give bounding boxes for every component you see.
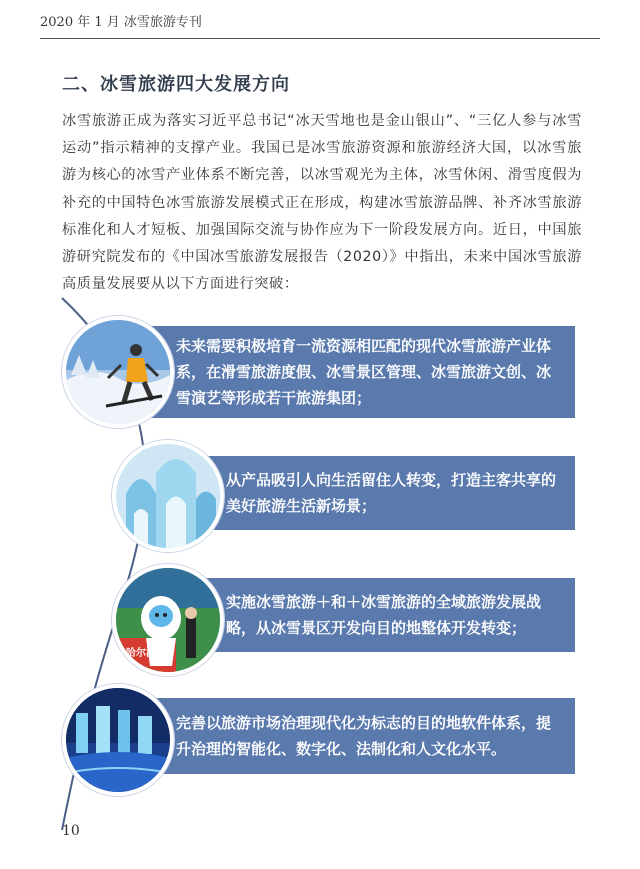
direction-banner-2: [190, 456, 575, 530]
ice-hall-image: [62, 684, 174, 796]
intro-paragraph: 冰雪旅游正成为落实习近平总书记“冰天雪地也是金山银山”、“三亿人参与冰雪运动”指示精神的支撑产业。我国已是冰雪旅游资源和旅游经济大国，以冰雪旅游为核心的冰雪产业体系不断完善，以冰雪观光为主体，冰雪休闲、滑雪度假为补充的中国特色冰雪旅游发展模式正在形成，构建冰雪旅游品牌、补齐冰雪旅游标准化和人才短板、加强国际交流与协作应为下一阶段发展方向。近日，中国旅游研究院发布的《中国冰雪旅游发展报告（2020）》中指出，未来中国冰雪旅游高质量发展要从以下方面进行突破：: [62, 113, 582, 293]
direction-banner-3: [190, 578, 575, 652]
direction-banner-1: [120, 326, 575, 418]
direction-banner-4: [130, 698, 575, 774]
mascot-image-sign: 哈尔滨冰: [126, 648, 166, 659]
page-number: 10: [62, 823, 80, 839]
mascot-image: [112, 564, 224, 676]
page-header: 2020 年 1 月 冰雪旅游专刊: [40, 8, 600, 39]
skier-image: [62, 316, 174, 428]
section-title: 二、冰雪旅游四大发展方向: [62, 74, 290, 95]
direction-text-2: 从产品吸引人向生活留住人转变，打造主客共享的美好旅游生活新场景；: [226, 471, 557, 515]
direction-text-4: 完善以旅游市场治理现代化为标志的目的地软件体系，提升治理的智能化、数字化、法制化和人文化水平。: [176, 714, 552, 758]
ice-castle-image: [112, 440, 224, 552]
direction-text-1: 未来需要积极培育一流资源相匹配的现代冰雪旅游产业体系，在滑雪旅游度假、冰雪景区管理、冰雪旅游文创、冰雪演艺等形成若干旅游集团；: [176, 337, 552, 407]
direction-text-3: 实施冰雪旅游＋和＋冰雪旅游的全域旅游发展战略，从冰雪景区开发向目的地整体开发转变；: [226, 593, 542, 637]
